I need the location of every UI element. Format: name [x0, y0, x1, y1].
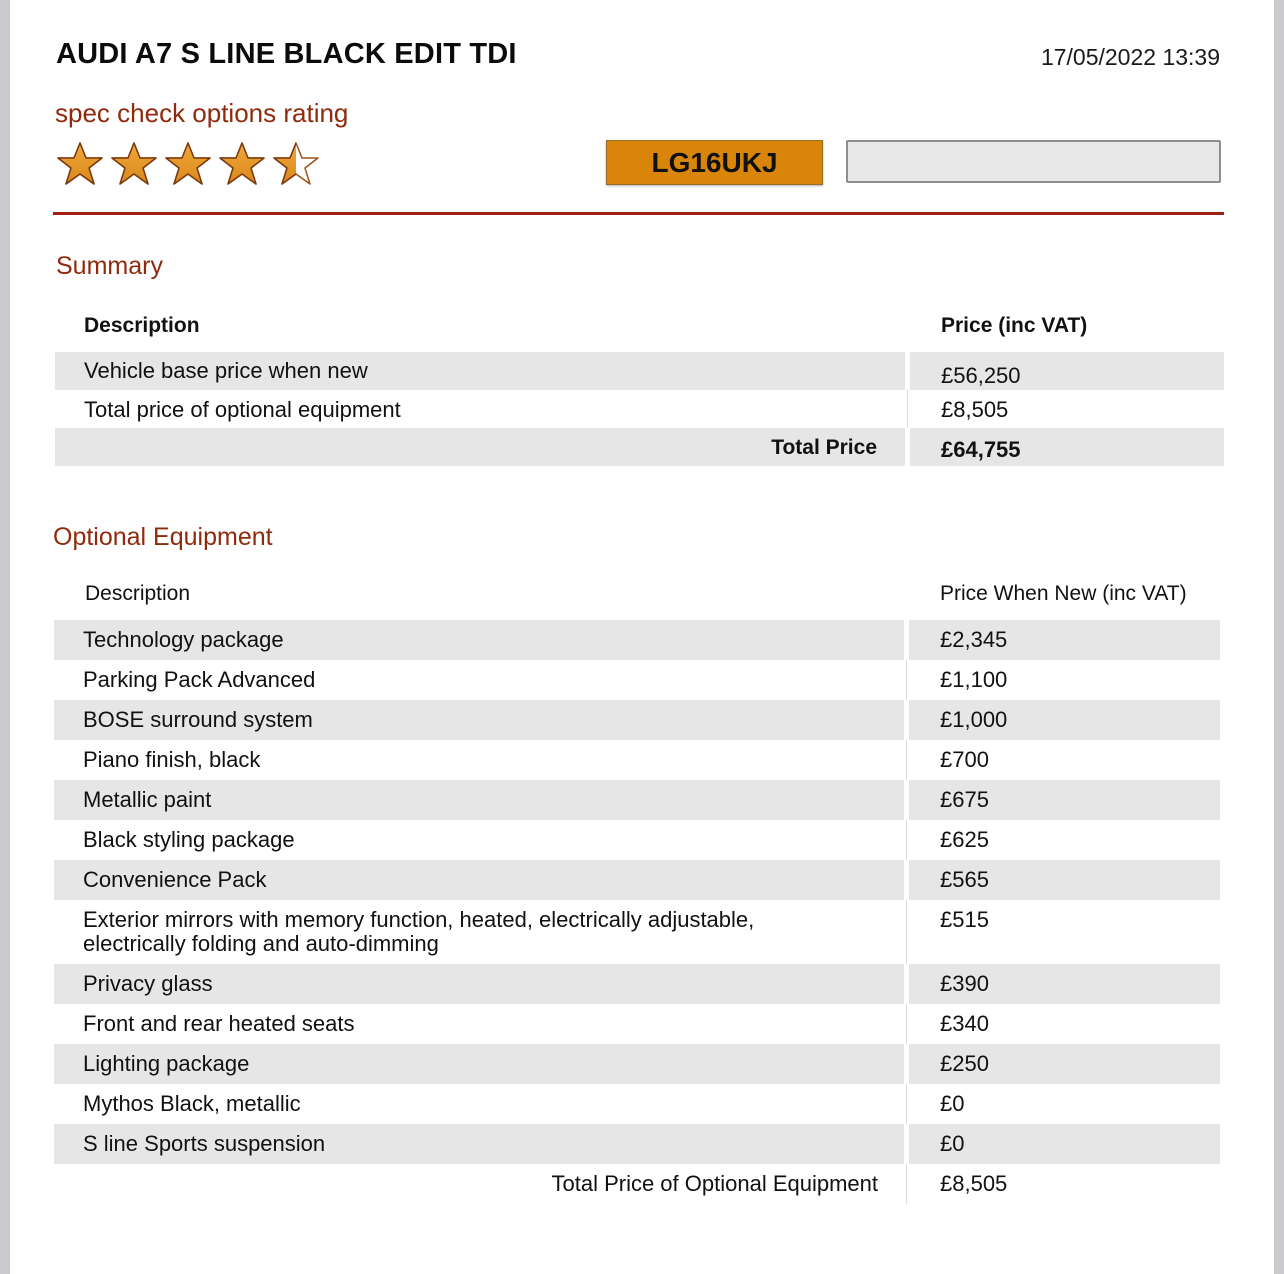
optional-equipment-row [54, 1124, 1220, 1164]
star-icon [218, 140, 266, 188]
summary-col-description: Description [84, 314, 200, 337]
option-description: S line Sports suspension [83, 1131, 326, 1156]
blank-field [846, 140, 1221, 183]
optional-header-row [54, 572, 1220, 620]
summary-price: £56,250 [941, 363, 1021, 388]
window-frame-right [1274, 0, 1284, 1274]
vehicle-title: AUDI A7 S LINE BLACK EDIT TDI [56, 38, 517, 70]
option-price: £675 [940, 787, 989, 812]
optional-equipment-row [54, 740, 1220, 780]
option-description: BOSE surround system [83, 707, 313, 732]
summary-desc: Total price of optional equipment [84, 397, 401, 422]
summary-total-price: £64,755 [941, 437, 1021, 462]
option-description: Lighting package [83, 1051, 250, 1076]
optional-col-price: Price When New (inc VAT) [940, 582, 1187, 605]
option-price: £700 [940, 747, 989, 772]
summary-total-label: Total Price [771, 436, 877, 459]
option-price: £1,100 [940, 667, 1008, 692]
option-description: Mythos Black, metallic [83, 1091, 301, 1116]
rating-label: spec check options rating [55, 98, 349, 128]
star-icon [110, 140, 158, 188]
option-price: £390 [940, 971, 989, 996]
option-description: Black styling package [83, 827, 295, 852]
option-description: Exterior mirrors with memory function, heated, electrically adjustable, electrically folding and auto-dimming [83, 907, 755, 956]
summary-row-total [55, 428, 1224, 466]
star-icon [164, 140, 212, 188]
summary-header-row [55, 302, 1224, 346]
summary-row-base [55, 352, 1224, 390]
option-description: Front and rear heated seats [83, 1011, 355, 1036]
option-description: Privacy glass [83, 971, 213, 996]
optional-equipment-row [54, 620, 1220, 660]
optional-equipment-row [54, 1044, 1220, 1084]
window-frame-left [0, 0, 10, 1274]
optional-equipment-row [54, 860, 1220, 900]
summary-price: £8,505 [941, 397, 1009, 422]
optional-total-row [54, 1164, 1220, 1204]
option-price: £625 [940, 827, 989, 852]
option-price: £2,345 [940, 627, 1008, 652]
option-price: £1,000 [940, 707, 1008, 732]
option-description: Parking Pack Advanced [83, 667, 316, 692]
registration-plate: LG16UKJ [606, 140, 823, 185]
optional-equipment-row [54, 1004, 1220, 1044]
optional-equipment-row [54, 820, 1220, 860]
optional-equipment-title: Optional Equipment [53, 523, 273, 551]
optional-equipment-row [54, 780, 1220, 820]
option-description: Technology package [83, 627, 284, 652]
summary-title: Summary [56, 252, 163, 280]
option-description: Piano finish, black [83, 747, 261, 772]
optional-equipment-table [54, 572, 1220, 1204]
optional-equipment-row [54, 900, 1220, 964]
summary-row-options [55, 390, 1224, 428]
summary-col-price: Price (inc VAT) [941, 314, 1088, 337]
optional-total-price: £8,505 [940, 1171, 1008, 1196]
option-price: £565 [940, 867, 989, 892]
option-description: Convenience Pack [83, 867, 267, 892]
option-price: £515 [940, 907, 989, 932]
star-rating [56, 140, 320, 188]
optional-equipment-row [54, 660, 1220, 700]
option-price: £340 [940, 1011, 989, 1036]
option-description: Metallic paint [83, 787, 212, 812]
optional-equipment-row [54, 964, 1220, 1004]
optional-total-label: Total Price of Optional Equipment [551, 1171, 878, 1196]
option-price: £250 [940, 1051, 989, 1076]
option-price: £0 [940, 1131, 965, 1156]
summary-table [55, 302, 1224, 466]
option-price: £0 [940, 1091, 965, 1116]
summary-desc: Vehicle base price when new [84, 358, 368, 383]
star-icon [56, 140, 104, 188]
star-icon [272, 140, 320, 188]
report-timestamp: 17/05/2022 13:39 [1040, 44, 1220, 70]
header-divider [53, 212, 1224, 215]
optional-col-description: Description [85, 582, 191, 605]
optional-equipment-row [54, 1084, 1220, 1124]
optional-equipment-row [54, 700, 1220, 740]
